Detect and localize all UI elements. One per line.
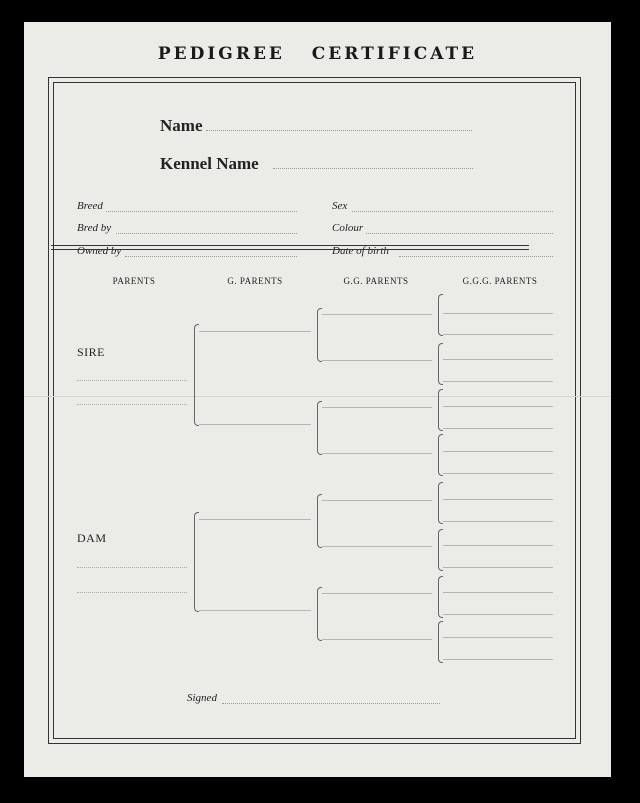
sex-label: Sex [332, 200, 348, 212]
ggparent-line-5[interactable] [322, 500, 432, 501]
date-of-birth-label: Date of birth [332, 245, 389, 257]
sire-bracket [194, 324, 199, 426]
gparent-bracket-1 [317, 308, 322, 362]
gggparent-line-6[interactable] [443, 428, 553, 429]
owned-by-label: Owned by [77, 245, 122, 257]
colour-label: Colour [332, 222, 364, 234]
gggparent-line-10[interactable] [443, 521, 553, 522]
dam-bracket [194, 512, 199, 612]
date-of-birth-line[interactable] [399, 256, 553, 257]
inner-border [53, 82, 576, 739]
gparent-line-4[interactable] [199, 610, 311, 611]
ggparent-bracket-5 [438, 482, 443, 524]
fold-crease [24, 396, 611, 397]
gggparent-line-12[interactable] [443, 567, 553, 568]
signed-label: Signed [187, 692, 217, 704]
gggparent-line-4[interactable] [443, 381, 553, 382]
ggparent-line-3[interactable] [322, 407, 432, 408]
gggparent-line-3[interactable] [443, 359, 553, 360]
sire-label: SIRE [77, 345, 106, 359]
gparent-bracket-2 [317, 401, 322, 455]
ggparent-line-7[interactable] [322, 593, 432, 594]
kennel-name-label: Kennel Name [160, 154, 259, 173]
gggparent-line-14[interactable] [443, 614, 553, 615]
ggparent-line-1[interactable] [322, 314, 432, 315]
gggparent-line-13[interactable] [443, 592, 553, 593]
gggparent-line-2[interactable] [443, 334, 553, 335]
ggparent-bracket-1 [438, 294, 443, 336]
ggparent-bracket-2 [438, 343, 443, 385]
gparent-bracket-4 [317, 587, 322, 641]
gparent-bracket-3 [317, 494, 322, 548]
bred-by-label: Bred by [77, 222, 112, 234]
column-header-gggparents: G.G.G. PARENTS [462, 276, 538, 286]
ggparent-bracket-8 [438, 621, 443, 663]
bred-by-line[interactable] [116, 233, 297, 234]
certificate-title: PEDIGREE CERTIFICATE [157, 44, 478, 64]
gggparent-line-15[interactable] [443, 637, 553, 638]
gggparent-line-8[interactable] [443, 473, 553, 474]
ggparent-line-2[interactable] [322, 360, 432, 361]
owned-by-line[interactable] [125, 256, 297, 257]
ggparent-bracket-3 [438, 389, 443, 431]
colour-line[interactable] [366, 233, 553, 234]
sire-line-1[interactable] [77, 380, 187, 381]
name-label: Name [160, 116, 203, 135]
ggparent-bracket-6 [438, 529, 443, 571]
certificate-sheet [24, 22, 611, 777]
gggparent-line-5[interactable] [443, 406, 553, 407]
name-line[interactable] [206, 130, 472, 131]
gggparent-line-1[interactable] [443, 313, 553, 314]
signature-line[interactable] [222, 703, 440, 704]
sex-line[interactable] [352, 211, 553, 212]
ggparent-bracket-7 [438, 576, 443, 618]
breed-line[interactable] [106, 211, 297, 212]
dam-label: DAM [77, 531, 107, 545]
column-header-ggparents: G.G. PARENTS [343, 276, 409, 286]
gggparent-line-7[interactable] [443, 451, 553, 452]
gparent-line-1[interactable] [199, 331, 311, 332]
ggparent-line-4[interactable] [322, 453, 432, 454]
gparent-line-2[interactable] [199, 424, 311, 425]
gggparent-line-11[interactable] [443, 545, 553, 546]
gparent-line-3[interactable] [199, 519, 311, 520]
column-header-parents: PARENTS [112, 276, 156, 286]
column-header-gparents: G. PARENTS [227, 276, 283, 286]
ggparent-line-6[interactable] [322, 546, 432, 547]
dam-line-1[interactable] [77, 567, 187, 568]
gggparent-line-16[interactable] [443, 659, 553, 660]
separator-rule-2 [51, 249, 529, 250]
ggparent-line-8[interactable] [322, 639, 432, 640]
sire-line-2[interactable] [77, 404, 187, 405]
ggparent-bracket-4 [438, 434, 443, 476]
breed-label: Breed [77, 200, 103, 212]
gggparent-line-9[interactable] [443, 499, 553, 500]
kennel-name-line[interactable] [273, 168, 473, 169]
separator-rule [51, 245, 529, 246]
dam-line-2[interactable] [77, 592, 187, 593]
